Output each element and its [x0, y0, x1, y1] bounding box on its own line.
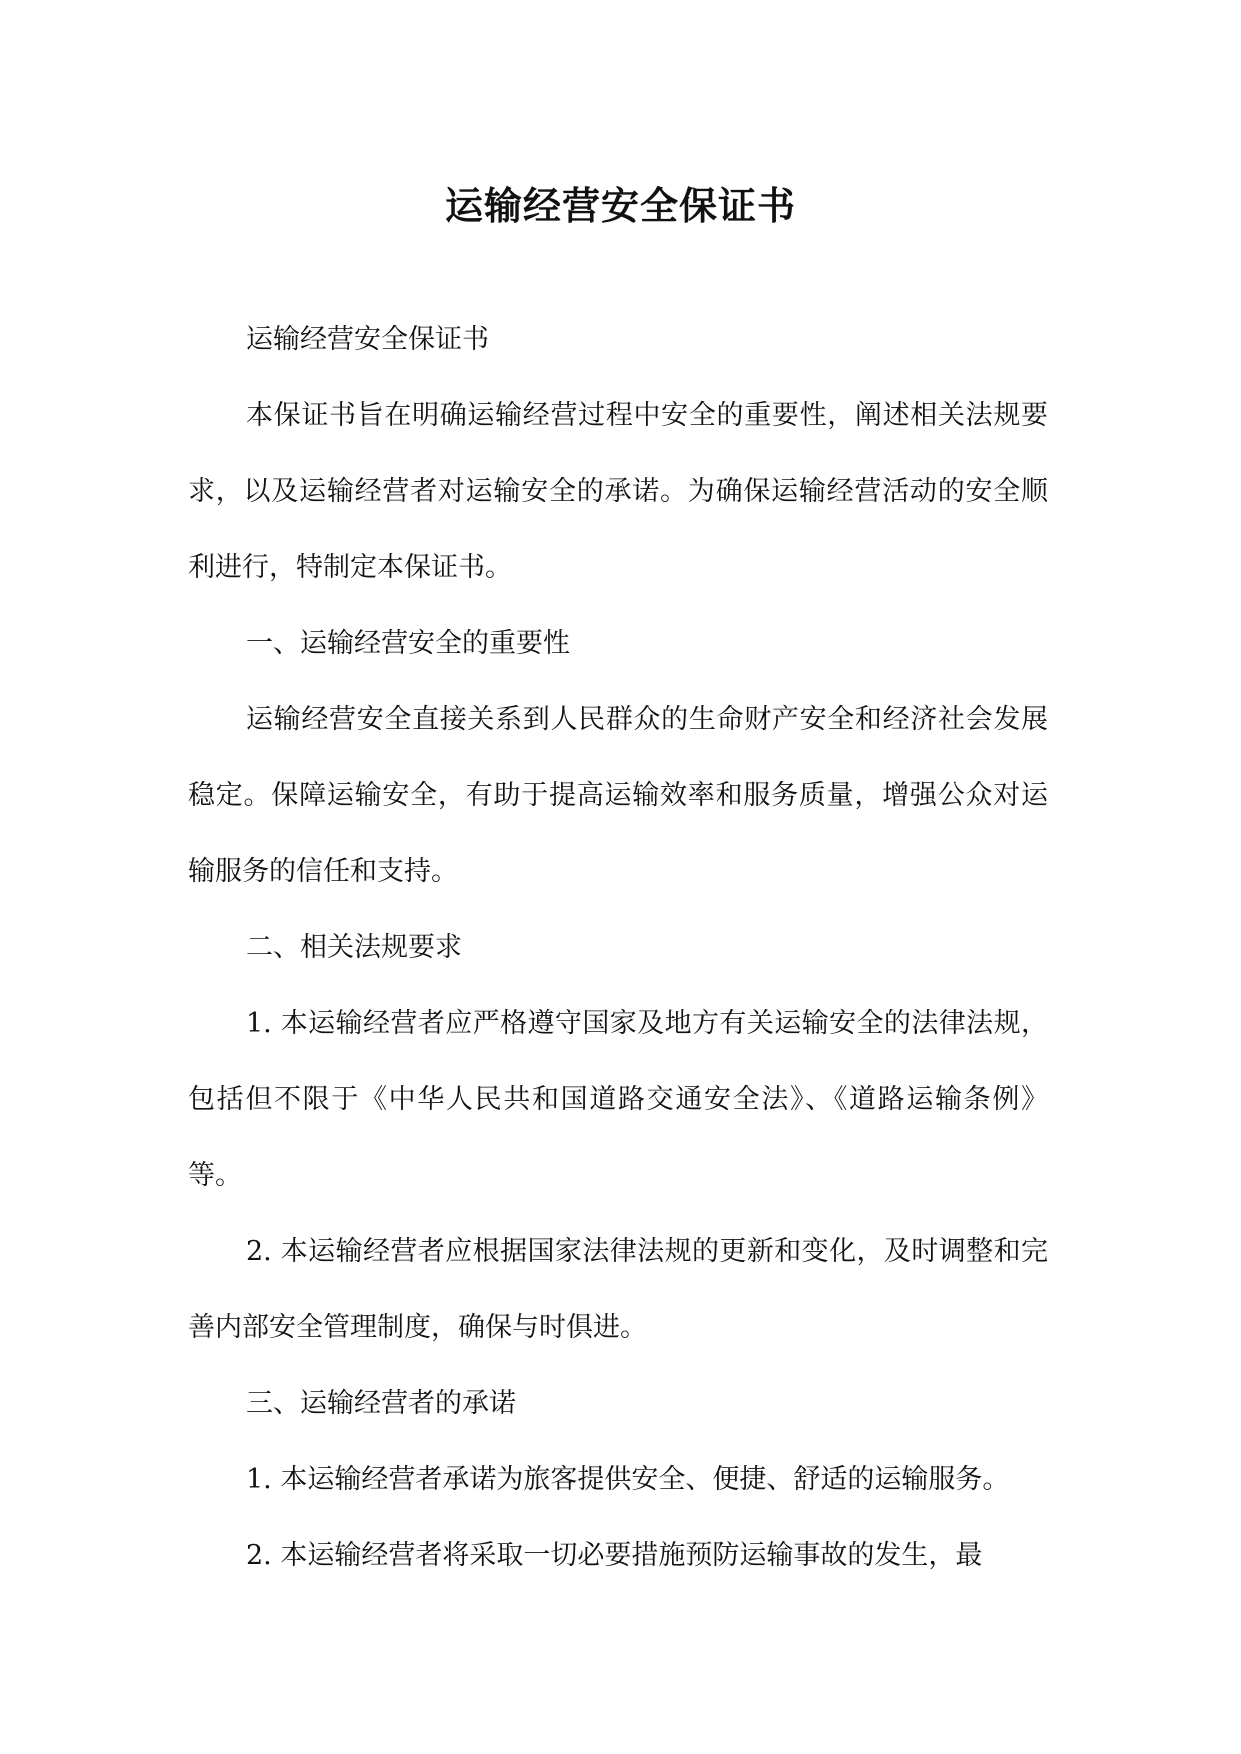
document-title: 运输经营安全保证书: [444, 183, 796, 228]
paragraph-subtitle: 运输经营安全保证书: [246, 324, 489, 355]
regulation-item-2: 2. 本运输经营者应根据国家法律法规的更新和变化，及时调整和完善内部安全管理制度，确保与时俱进。: [188, 1236, 1048, 1343]
section-heading-3: 三、运输经营者的承诺: [246, 1388, 516, 1419]
paragraph-importance: 运输经营安全直接关系到人民群众的生命财产安全和经济社会发展稳定。保障运输安全，有助于提高运输效率和服务质量，增强公众对运输服务的信任和支持。: [188, 704, 1048, 887]
commitment-item-2: 2. 本运输经营者将采取一切必要措施预防运输事故的发生，最: [246, 1540, 983, 1571]
document-body: [188, 302, 1048, 1594]
paragraph-intro: 本保证书旨在明确运输经营过程中安全的重要性，阐述相关法规要求，以及运输经营者对运输安全的承诺。为确保运输经营活动的安全顺利进行，特制定本保证书。: [188, 400, 1048, 583]
regulation-item-1: 1. 本运输经营者应严格遵守国家及地方有关运输安全的法律法规，包括但不限于《中华人民共和国道路交通安全法》、《道路运输条例》等。: [188, 1008, 1048, 1191]
commitment-item-1: 1. 本运输经营者承诺为旅客提供安全、便捷、舒适的运输服务。: [246, 1464, 1010, 1495]
section-heading-2: 二、相关法规要求: [246, 932, 462, 963]
section-heading-1: 一、运输经营安全的重要性: [246, 628, 570, 659]
